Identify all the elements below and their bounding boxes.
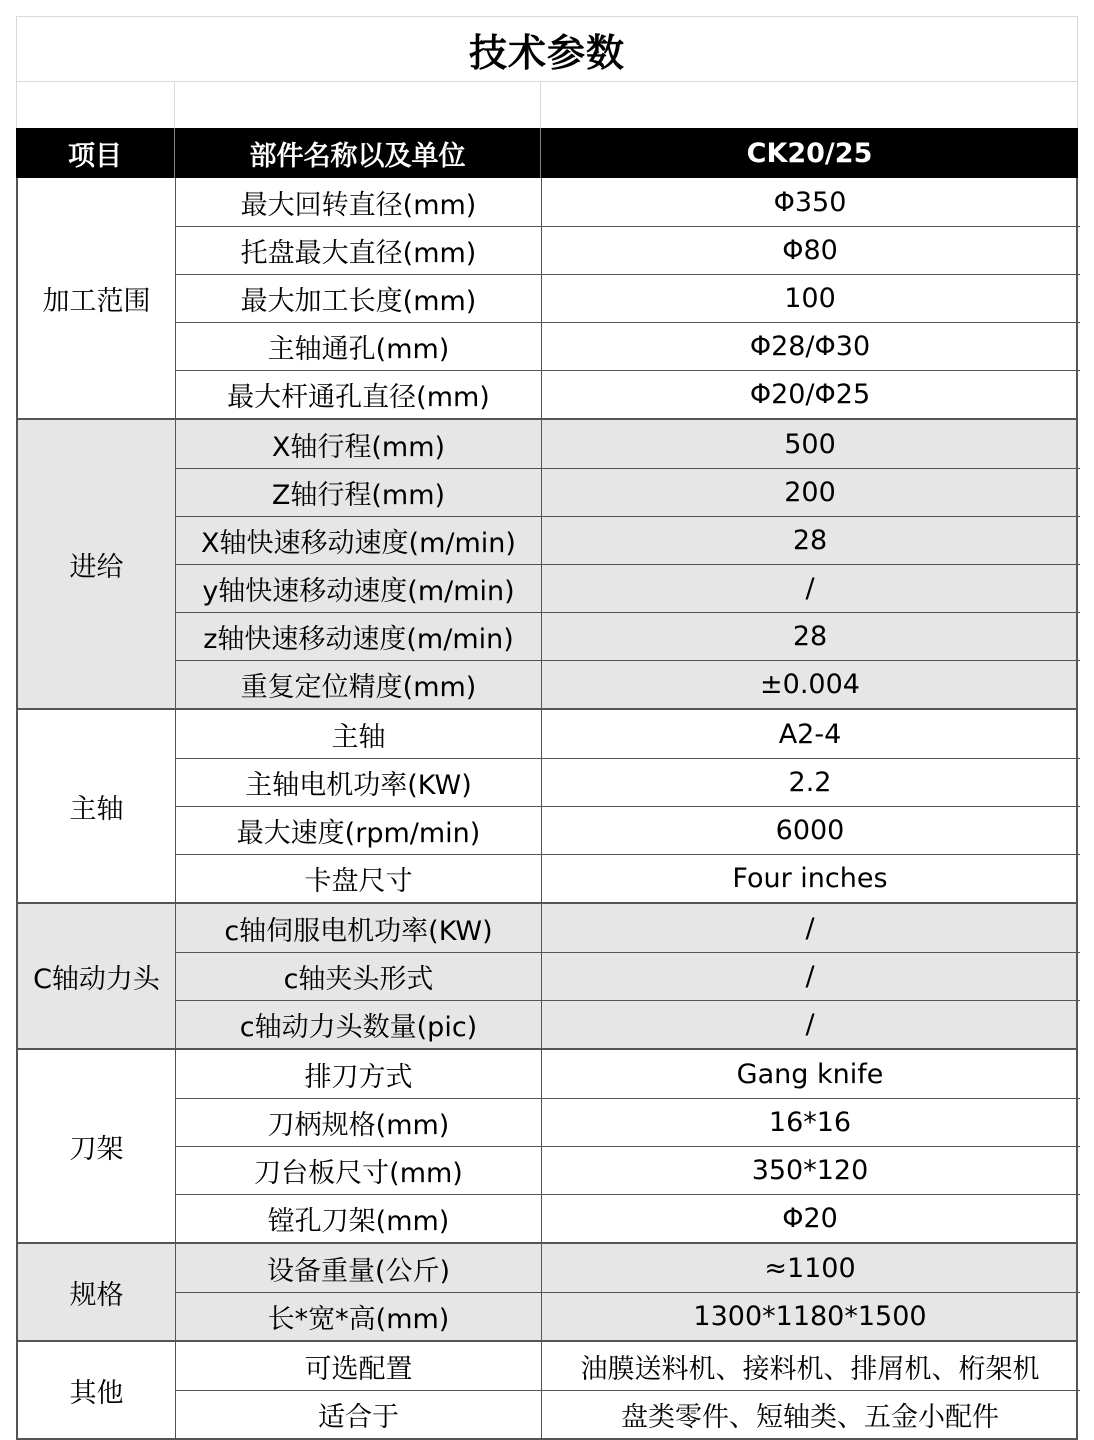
- header-part-name: 部件名称以及单位: [174, 128, 540, 178]
- param-value: 1300*1180*1500: [693, 1301, 927, 1332]
- group-name: 加工范围: [18, 178, 176, 418]
- header-model: CK20/25: [540, 128, 1078, 178]
- table-row: [176, 1244, 1080, 1292]
- param-value: Φ80: [782, 235, 838, 266]
- table-header: [16, 128, 1078, 178]
- param-value: 200: [784, 477, 836, 508]
- param-value: /: [805, 1009, 815, 1040]
- group-name: 进给: [18, 420, 176, 708]
- group-rows: [176, 1050, 1080, 1242]
- table-row: [176, 758, 1080, 806]
- table-row: [176, 904, 1080, 952]
- param-name: 最大速度(rpm/min): [176, 807, 542, 854]
- table-body: [16, 178, 1078, 1440]
- param-name: 可选配置: [176, 1342, 542, 1390]
- param-value: 16*16: [768, 1107, 852, 1138]
- group-name: 其他: [18, 1342, 176, 1438]
- param-name: c轴伺服电机功率(KW): [176, 904, 542, 952]
- param-name: 主轴: [176, 710, 542, 758]
- param-name: X轴行程(mm): [176, 420, 542, 468]
- param-value: 盘类零件、短轴类、五金小配件: [621, 1402, 999, 1433]
- blank-cell: [174, 82, 540, 128]
- header-item: 项目: [68, 140, 122, 172]
- param-name: 最大杆通孔直径(mm): [176, 371, 542, 418]
- param-name: 排刀方式: [176, 1050, 542, 1098]
- table-row: [176, 1390, 1080, 1438]
- spec-group: [16, 710, 1078, 904]
- param-name: 设备重量(公斤): [176, 1244, 542, 1292]
- param-value: 油膜送料机、接料机、排屑机、桁架机: [580, 1353, 1040, 1385]
- param-name: 刀柄规格(mm): [176, 1099, 542, 1146]
- param-value: 2.2: [788, 767, 832, 798]
- table-row: [176, 806, 1080, 854]
- param-value: ±0.004: [760, 669, 860, 700]
- param-name: c轴夹头形式: [176, 953, 542, 1000]
- param-value: ≈1100: [764, 1252, 856, 1284]
- table-row: [176, 564, 1080, 612]
- blank-row: [16, 81, 1078, 128]
- group-rows: [176, 1342, 1080, 1438]
- param-name: 最大加工长度(mm): [176, 275, 542, 322]
- param-value: 28: [792, 621, 828, 652]
- param-value: Φ350: [773, 186, 847, 218]
- param-value: Φ20: [782, 1203, 838, 1234]
- table-row: [176, 322, 1080, 370]
- spec-group: [16, 420, 1078, 710]
- table-row: [176, 1292, 1080, 1340]
- param-value: 350*120: [751, 1155, 869, 1186]
- spec-sheet: [16, 16, 1078, 1440]
- group-rows: [176, 178, 1080, 418]
- param-value: Four inches: [732, 863, 888, 894]
- table-row: [176, 710, 1080, 758]
- param-value: /: [805, 912, 815, 944]
- spec-group: [16, 904, 1078, 1050]
- table-row: [176, 420, 1080, 468]
- group-rows: [176, 904, 1080, 1048]
- table-row: [176, 226, 1080, 274]
- param-value: /: [805, 961, 815, 992]
- param-name: 主轴电机功率(KW): [176, 759, 542, 806]
- table-row: [176, 516, 1080, 564]
- table-row: [176, 178, 1080, 226]
- group-name: 主轴: [18, 710, 176, 902]
- table-row: [176, 612, 1080, 660]
- spec-group: [16, 1244, 1078, 1342]
- table-row: [176, 1146, 1080, 1194]
- param-value: /: [805, 573, 815, 604]
- group-name: 刀架: [18, 1050, 176, 1242]
- param-name: 长*宽*高(mm): [176, 1293, 542, 1340]
- blank-cell: [16, 82, 174, 128]
- param-value: 6000: [775, 815, 845, 846]
- spec-group: [16, 1050, 1078, 1244]
- page-title: 技术参数: [468, 30, 625, 75]
- param-name: 卡盘尺寸: [176, 855, 542, 902]
- param-name: 适合于: [176, 1391, 542, 1438]
- table-row: [176, 660, 1080, 708]
- param-value: 100: [784, 283, 836, 314]
- param-name: y轴快速移动速度(m/min): [176, 565, 542, 612]
- param-value: 28: [792, 525, 828, 556]
- param-value: 500: [784, 428, 836, 460]
- blank-cell: [540, 82, 1078, 128]
- param-name: X轴快速移动速度(m/min): [176, 517, 542, 564]
- table-row: [176, 1050, 1080, 1098]
- group-rows: [176, 1244, 1080, 1340]
- param-value: Φ20/Φ25: [749, 379, 871, 410]
- table-row: [176, 952, 1080, 1000]
- table-row: [176, 370, 1080, 418]
- param-name: 主轴通孔(mm): [176, 323, 542, 370]
- param-name: 最大回转直径(mm): [176, 178, 542, 226]
- param-name: 刀台板尺寸(mm): [176, 1147, 542, 1194]
- spec-group: [16, 1342, 1078, 1440]
- group-rows: [176, 420, 1080, 708]
- table-row: [176, 1194, 1080, 1242]
- table-row: [176, 274, 1080, 322]
- group-rows: [176, 710, 1080, 902]
- group-name: C轴动力头: [18, 904, 176, 1048]
- param-name: c轴动力头数量(pic): [176, 1001, 542, 1048]
- table-row: [176, 1000, 1080, 1048]
- param-name: Z轴行程(mm): [176, 469, 542, 516]
- table-row: [176, 468, 1080, 516]
- param-value: A2-4: [778, 718, 842, 750]
- param-name: 重复定位精度(mm): [176, 661, 542, 708]
- param-name: z轴快速移动速度(m/min): [176, 613, 542, 660]
- param-name: 托盘最大直径(mm): [176, 227, 542, 274]
- param-name: 镗孔刀架(mm): [176, 1195, 542, 1242]
- param-value: Φ28/Φ30: [749, 331, 871, 362]
- table-row: [176, 854, 1080, 902]
- table-row: [176, 1098, 1080, 1146]
- table-row: [176, 1342, 1080, 1390]
- group-name: 规格: [18, 1244, 176, 1340]
- title-row: [16, 16, 1078, 81]
- param-value: Gang knife: [736, 1058, 884, 1090]
- spec-group: [16, 178, 1078, 420]
